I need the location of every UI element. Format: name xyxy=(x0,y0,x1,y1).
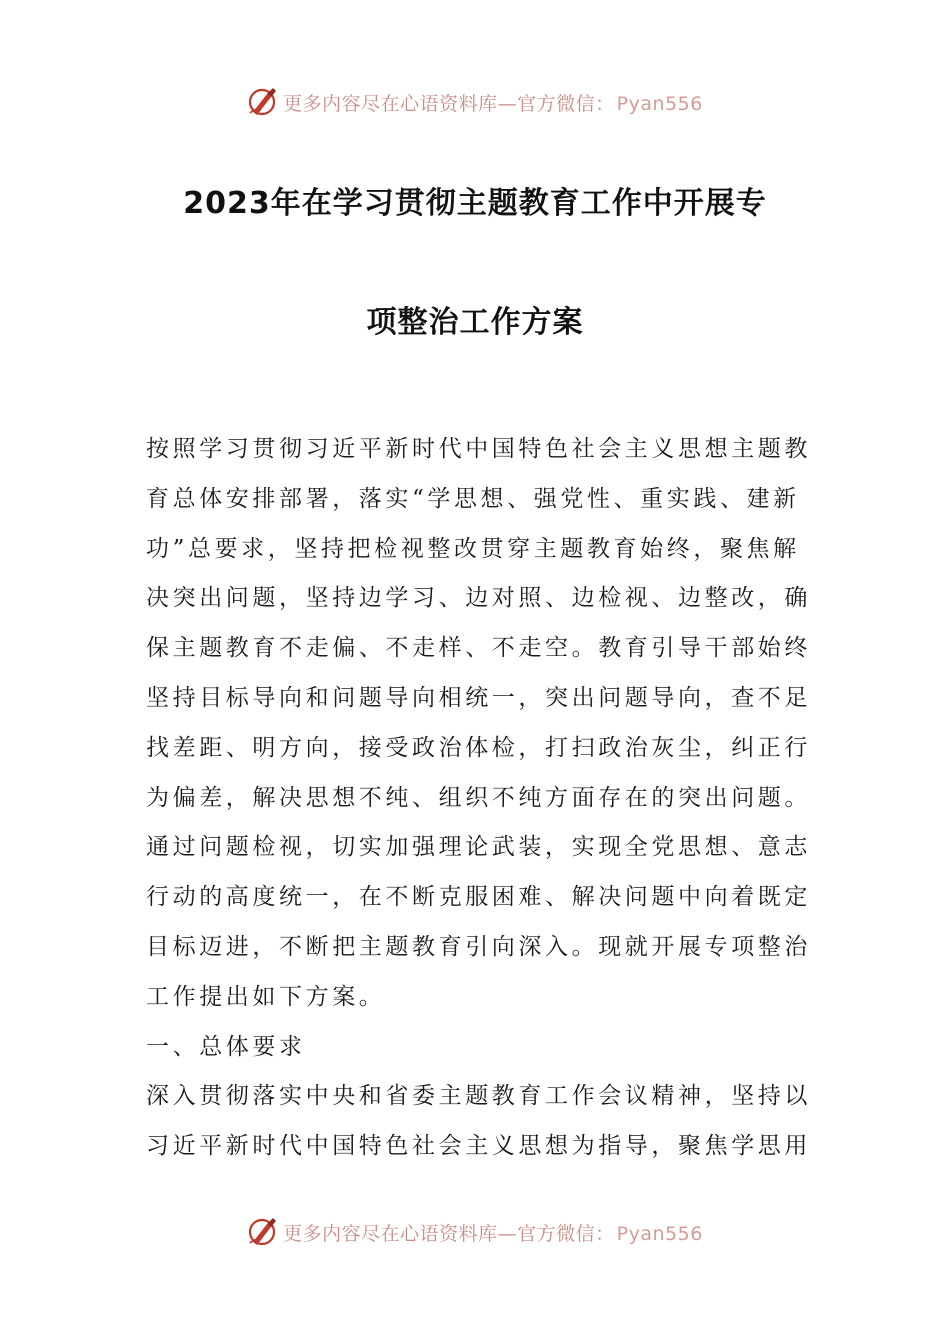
body-line: 坚持目标导向和问题导向相统一，突出问题导向，查不足 xyxy=(146,684,811,711)
body-line: 通过问题检视，切实加强理论武装，实现全党思想、意志 xyxy=(146,834,811,861)
body-line: 育总体安排部署，落实“学思想、强党性、重实践、建新 xyxy=(146,485,800,512)
document-title-line-1: 2023年在学习贯彻主题教育工作中开展专 xyxy=(183,186,767,221)
header-watermark-text: 更多内容尽在心语资料库—官方微信： Pyan556 xyxy=(283,92,703,115)
body-line: 保主题教育不走偏、不走样、不走空。教育引导干部始终 xyxy=(146,635,811,662)
header-watermark-banner xyxy=(0,82,950,122)
body-line: 工作提出如下方案。 xyxy=(146,983,386,1010)
document-title-line-2: 项整治工作方案 xyxy=(366,305,584,340)
footer-watermark-text: 更多内容尽在心语资料库—官方微信： Pyan556 xyxy=(283,1222,703,1245)
body-line: 按照学习贯彻习近平新时代中国特色社会主义思想主题教 xyxy=(146,436,811,462)
body-line: 决突出问题，坚持边学习、边对照、边检视、边整改，确 xyxy=(146,585,811,612)
body-line: 目标迈进，不断把主题教育引向深入。现就开展专项整治 xyxy=(146,933,811,960)
pen-logo-icon xyxy=(247,1216,279,1248)
document-body xyxy=(146,425,811,1172)
body-line: 习近平新时代中国特色社会主义思想为指导，聚焦学思用 xyxy=(146,1133,811,1160)
body-line: 深入贯彻落实中央和省委主题教育工作会议精神，坚持以 xyxy=(146,1083,811,1110)
body-line: 为偏差，解决思想不纯、组织不纯方面存在的突出问题。 xyxy=(146,784,811,811)
body-line: 行动的高度统一，在不断克服困难、解决问题中向着既定 xyxy=(146,884,811,911)
footer-watermark-banner xyxy=(0,1212,950,1252)
body-line: 找差距、明方向，接受政治体检，打扫政治灰尘，纠正行 xyxy=(146,734,811,761)
section-heading: 一、总体要求 xyxy=(146,1033,306,1060)
pen-logo-icon xyxy=(247,86,279,118)
body-line: 功”总要求，坚持把检视整改贯穿主题教育始终，聚焦解 xyxy=(146,535,800,562)
